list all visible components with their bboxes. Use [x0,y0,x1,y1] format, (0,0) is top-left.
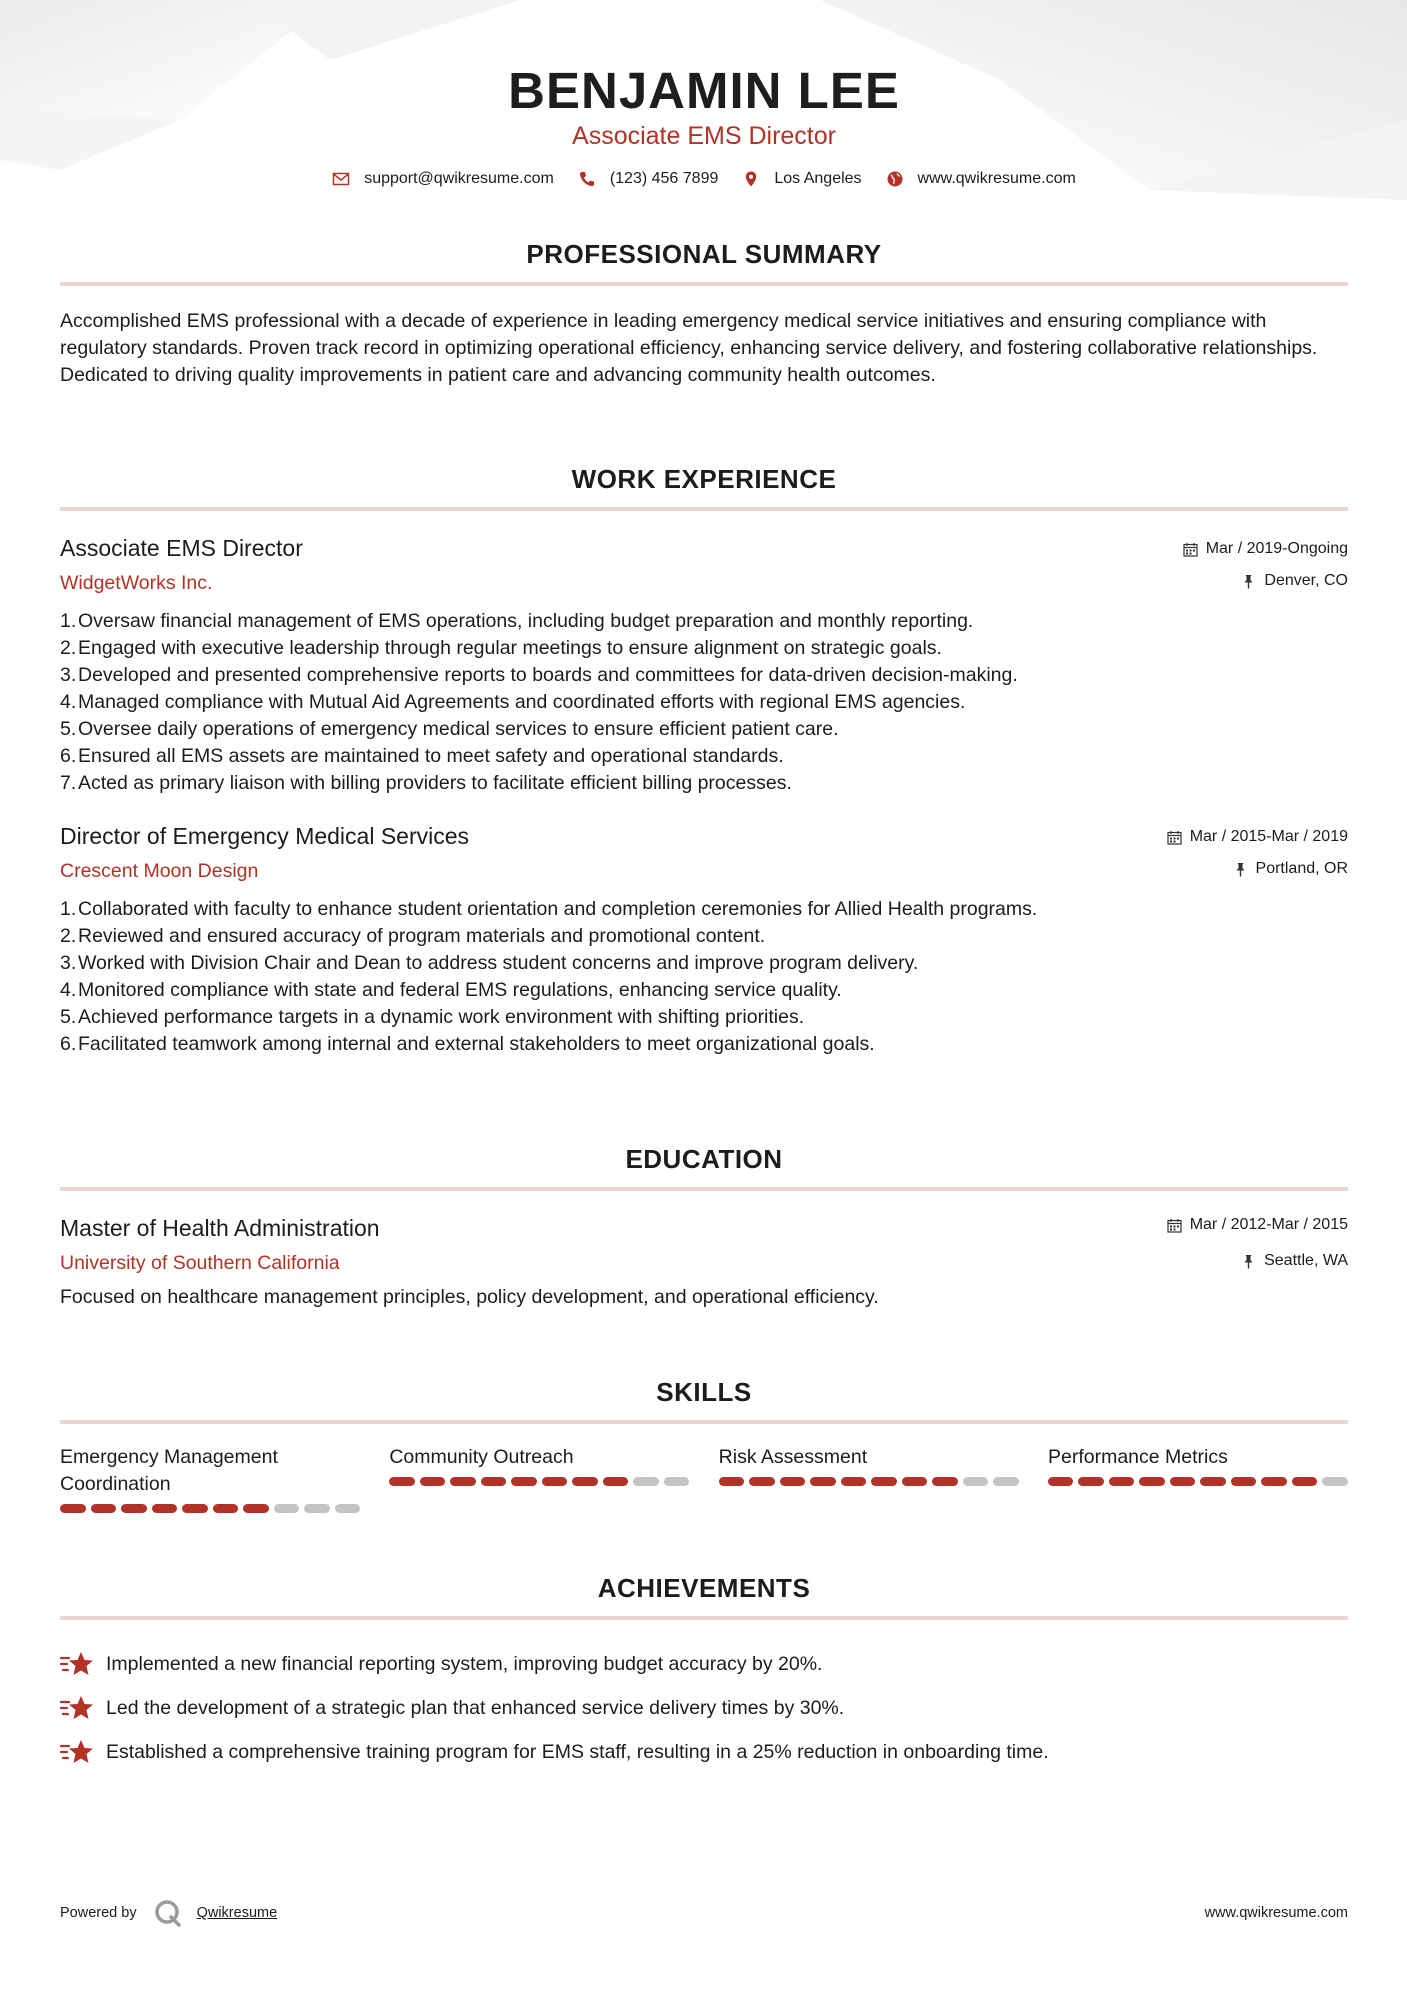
skill-segment-empty [664,1477,690,1486]
map-pin-icon [742,170,760,188]
pushpin-icon [1241,1254,1256,1269]
job-company: Crescent Moon Design [60,860,259,882]
calendar-icon [1183,542,1198,557]
phone-icon [578,170,596,188]
skill-segment-empty [993,1477,1019,1486]
contact-email[interactable] [332,170,554,188]
education-divider [60,1187,1348,1191]
skill-name: Performance Metrics [1047,1446,1228,1468]
skill-segment-filled [1170,1477,1196,1486]
skill-segment-filled [749,1477,775,1486]
degree-title: Master of Health Administration [60,1215,380,1241]
summary-section [60,238,1348,389]
skill-segment-filled [420,1477,446,1486]
education-description: Focused on healthcare management principles, policy development, and operational efficiency. [60,1286,879,1308]
skill-segment-empty [304,1504,330,1513]
job-dates: Mar / 2019-Ongoing [1205,540,1348,557]
skill-segment-filled [871,1477,897,1486]
candidate-name: BENJAMIN LEE [508,62,900,119]
achievement-text: Led the development of a strategic plan that enhanced service delivery times by 30%. [106,1696,845,1719]
powered-by-label: Powered by [60,1905,137,1921]
skill-segment-filled [902,1477,928,1486]
education-heading: EDUCATION [625,1144,783,1174]
list-item: 3. Developed and presented comprehensive reports to boards and committees for data-driven decision-making. [60,664,1018,686]
skill-segment-filled [1109,1477,1135,1486]
skill-item [1048,1444,1348,1513]
experience-heading: WORK EXPERIENCE [571,464,837,494]
job-location: Denver, CO [1264,572,1348,589]
contact-phone-text: (123) 456 7899 [609,170,719,187]
achievement-text: Established a comprehensive training program for EMS staff, resulting in a 25% reduction in onboarding time. [106,1740,1049,1763]
skill-segment-filled [603,1477,629,1486]
education-entry [60,1213,1348,1311]
contact-phone[interactable] [578,170,719,188]
skills-heading: SKILLS [656,1377,752,1407]
skill-segment-filled [450,1477,476,1486]
job-location: Portland, OR [1255,860,1348,877]
skill-segment-filled [841,1477,867,1486]
skill-name: Risk Assessment [718,1446,868,1468]
skill-segment-empty [1322,1477,1348,1486]
contact-website-text: www.qwikresume.com [917,170,1076,187]
list-item: 1. Oversaw financial management of EMS operations, including budget preparation and monthly reporting. [60,610,974,632]
list-item: 2. Engaged with executive leadership through regular meetings to ensure alignment on strategic goals. [60,637,942,659]
list-item: 6. Facilitated teamwork among internal and external stakeholders to meet organizational goals. [60,1033,875,1055]
pushpin-icon [1233,862,1248,877]
skill-segment-filled [91,1504,117,1513]
list-item: 5. Oversee daily operations of emergency medical services to ensure efficient patient care. [60,718,839,740]
skill-item [719,1444,1019,1513]
skill-level-bar [60,1504,360,1513]
skill-segment-empty [335,1504,361,1513]
skill-level-bar [389,1477,689,1486]
skill-segment-filled [511,1477,537,1486]
summary-heading: PROFESSIONAL SUMMARY [526,239,882,269]
job-company: WidgetWorks Inc. [60,572,213,594]
skill-segment-filled [1200,1477,1226,1486]
job-title: Director of Emergency Medical Services [60,823,470,849]
skill-segment-filled [1231,1477,1257,1486]
list-item: 2. Reviewed and ensured accuracy of program materials and promotional content. [60,925,766,947]
skill-segment-empty [274,1504,300,1513]
resume-page [60,0,1348,1763]
star-icon [60,1738,94,1766]
skill-segment-filled [810,1477,836,1486]
contact-website[interactable] [886,170,1076,188]
skill-segment-filled [389,1477,415,1486]
footer-website[interactable]: www.qwikresume.com [1204,1905,1348,1921]
skill-segment-filled [1139,1477,1165,1486]
skill-segment-filled [121,1504,147,1513]
skill-segment-empty [633,1477,659,1486]
job-entry [60,821,1348,1058]
resume-header [60,0,1348,188]
list-item: 4. Monitored compliance with state and federal EMS regulations, enhancing service quality. [60,979,842,1001]
contact-bar [60,170,1348,188]
experience-divider [60,507,1348,511]
skill-level-bar [719,1477,1019,1486]
skill-segment-filled [182,1504,208,1513]
calendar-icon [1167,1218,1182,1233]
skills-divider [60,1420,1348,1424]
summary-divider [60,282,1348,286]
skill-segment-filled [1261,1477,1287,1486]
education-dates: Mar / 2012-Mar / 2015 [1189,1216,1348,1233]
contact-location [742,170,861,188]
skill-segment-filled [572,1477,598,1486]
calendar-icon [1167,830,1182,845]
achievement-item [60,1642,1348,1686]
achievements-list [60,1642,1348,1774]
skills-grid [60,1444,1348,1513]
skill-level-bar [1048,1477,1348,1486]
job-title: Associate EMS Director [60,535,303,561]
experience-section [60,463,1348,1058]
education-location: Seattle, WA [1264,1252,1348,1269]
achievement-item [60,1686,1348,1730]
pushpin-icon [1241,574,1256,589]
achievements-section [60,1572,1348,1774]
star-icon [60,1694,94,1722]
skill-segment-filled [152,1504,178,1513]
skill-segment-filled [60,1504,86,1513]
job-entry [60,533,1348,797]
school-name: University of Southern California [60,1252,340,1274]
skills-section [60,1376,1348,1513]
education-section [60,1143,1348,1311]
job-duties-list [60,608,1348,797]
skill-segment-filled [932,1477,958,1486]
qwikresume-logo-icon [153,1898,183,1928]
skill-segment-filled [1048,1477,1074,1486]
skill-segment-filled [1078,1477,1104,1486]
skill-segment-filled [780,1477,806,1486]
skill-item [60,1444,360,1513]
contact-location-text: Los Angeles [774,170,862,187]
list-item: 4. Managed compliance with Mutual Aid Agreements and coordinated efforts with regional EMS agencies. [60,691,966,713]
candidate-title: Associate EMS Director [572,122,836,150]
skill-segment-filled [542,1477,568,1486]
achievement-item [60,1730,1348,1774]
summary-text: Accomplished EMS professional with a decade of experience in leading emergency medical service initiatives and ensuring compliance with regulatory standards. Proven track record in optimizing operational efficiency, enhancing service delivery, and fostering collaborative relationships. Dedicated to driving quality improvements in patient care and advancing community health outcomes. [60,310,1318,386]
achievements-heading: ACHIEVEMENTS [597,1573,811,1603]
star-icon [60,1650,94,1678]
achievements-divider [60,1616,1348,1620]
skill-segment-empty [963,1477,989,1486]
skill-segment-filled [213,1504,239,1513]
list-item: 1. Collaborated with faculty to enhance student orientation and completion ceremonies for Allied Health programs. [60,898,1038,920]
list-item: 5. Achieved performance targets in a dynamic work environment with shifting priorities. [60,1006,805,1028]
job-duties-list [60,896,1348,1058]
list-item: 3. Worked with Division Chair and Dean to address student concerns and improve program delivery. [60,952,919,974]
skill-segment-filled [1292,1477,1318,1486]
achievement-text: Implemented a new financial reporting system, improving budget accuracy by 20%. [106,1652,823,1675]
list-item: 7. Acted as primary liaison with billing providers to facilitate efficient billing processes. [60,772,792,794]
envelope-icon [332,170,350,188]
skill-segment-filled [243,1504,269,1513]
skill-item [389,1444,689,1513]
skill-name: Community Outreach [389,1446,574,1468]
page-footer [60,1898,1348,1928]
skill-name: Emergency Management Coordination [60,1446,278,1495]
qwikresume-link[interactable]: Qwikresume [196,1905,278,1921]
globe-icon [886,170,904,188]
job-dates: Mar / 2015-Mar / 2019 [1189,828,1348,845]
contact-email-text: support@qwikresume.com [364,170,554,187]
list-item: 6. Ensured all EMS assets are maintained to meet safety and operational standards. [60,745,784,767]
skill-segment-filled [481,1477,507,1486]
skill-segment-filled [719,1477,745,1486]
